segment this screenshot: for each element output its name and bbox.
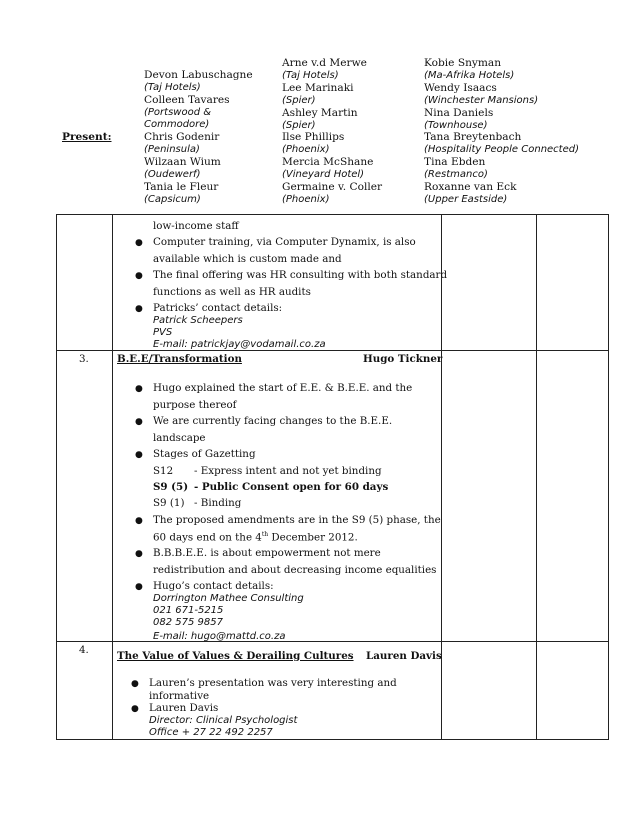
- bullet-icon: ●: [135, 516, 143, 526]
- table-row-divider: [56, 641, 609, 642]
- attendee-name: Roxanne van Eck: [424, 181, 517, 193]
- row-number: 4.: [79, 644, 89, 656]
- attendee-org: (Portswood &: [144, 107, 212, 118]
- row-text: low-income staff: [153, 220, 239, 232]
- row-text: Lauren’s presentation was very interesting and: [149, 677, 397, 689]
- attendee-name: Germaine v. Coller: [282, 181, 383, 193]
- attendee-name: Kobie Snyman: [424, 57, 502, 69]
- attendee-name: Wilzaan Wium: [144, 156, 221, 168]
- table-border-left: [56, 214, 57, 740]
- row-text: Computer training, via Computer Dynamix, is also: [153, 236, 416, 248]
- attendee-name: Lee Marinaki: [282, 82, 354, 94]
- table-border-top: [56, 214, 609, 215]
- attendee-org: (Capsicum): [144, 194, 201, 205]
- table-border-bottom: [56, 739, 609, 740]
- attendee-org: (Restmanco): [424, 169, 488, 180]
- attendee-org: Commodore): [144, 119, 210, 130]
- row-text: Patricks’ contact details:: [153, 302, 283, 314]
- attendee-name: Colleen Tavares: [144, 94, 230, 106]
- attendee-org: (Phoenix): [282, 144, 330, 155]
- attendee-name: Ashley Martin: [282, 107, 358, 119]
- stage-code: S12: [153, 465, 174, 477]
- table-row-divider: [56, 350, 609, 351]
- table-column-divider: [536, 214, 537, 740]
- attendee-name: Wendy Isaacs: [424, 82, 497, 94]
- stage-desc: - Public Consent open for 60 days: [194, 481, 389, 493]
- attendee-org: (Peninsula): [144, 144, 200, 155]
- row-text: B.B.B.E.E. is about empowerment not mere: [153, 547, 381, 559]
- row-title: B.E.E/Transformation: [117, 353, 242, 365]
- bullet-icon: ●: [135, 549, 143, 559]
- stage-code: S9 (5): [153, 481, 189, 493]
- stage-desc: - Express intent and not yet binding: [194, 465, 382, 477]
- bullet-icon: ●: [135, 238, 143, 248]
- row-text: The final offering was HR consulting with both standard: [153, 269, 448, 281]
- attendee-name: Mercia McShane: [282, 156, 374, 168]
- row-text: available which is custom made and: [153, 253, 342, 265]
- table-column-divider: [112, 214, 113, 740]
- contact-line: Office + 27 22 492 2257: [149, 727, 273, 738]
- attendee-name: Chris Godenir: [144, 131, 220, 143]
- row-text: functions as well as HR audits: [153, 286, 311, 298]
- contact-line: PVS: [153, 327, 173, 338]
- row-number: 3.: [79, 353, 89, 365]
- contact-line: E-mail: hugo@mattd.co.za: [153, 631, 286, 642]
- row-text: informative: [149, 690, 210, 702]
- contact-line: Dorrington Mathee Consulting: [153, 593, 304, 604]
- contact-line: Director: Clinical Psychologist: [149, 715, 298, 726]
- row-presenter: Lauren Davis: [366, 650, 442, 662]
- row-text: redistribution and about decreasing income equalities: [153, 564, 437, 576]
- attendee-org: (Taj Hotels): [144, 82, 201, 93]
- stage-desc: - Binding: [194, 497, 242, 509]
- row-text: Hugo’s contact details:: [153, 580, 274, 592]
- attendee-org: (Taj Hotels): [282, 70, 339, 81]
- present-label: Present:: [62, 131, 112, 143]
- attendee-name: Tania le Fleur: [144, 181, 219, 193]
- contact-line: 082 575 9857: [153, 617, 223, 628]
- attendee-name: Nina Daniels: [424, 107, 494, 119]
- row-text: purpose thereof: [153, 399, 237, 411]
- attendee-name: Tina Ebden: [424, 156, 486, 168]
- attendee-org: (Vineyard Hotel): [282, 169, 365, 180]
- bullet-icon: ●: [135, 384, 143, 394]
- bullet-icon: ●: [135, 450, 143, 460]
- attendee-org: (Ma-Afrika Hotels): [424, 70, 515, 81]
- row-text: Stages of Gazetting: [153, 448, 256, 460]
- row-text: 60 days end on the 4th December 2012.: [153, 531, 358, 544]
- row-text: We are currently facing changes to the B.E.E.: [153, 415, 393, 427]
- attendee-org: (Winchester Mansions): [424, 95, 539, 106]
- attendee-org: (Spier): [282, 95, 316, 106]
- contact-line: 021 671-5215: [153, 605, 224, 616]
- stage-code: S9 (1): [153, 497, 185, 509]
- attendee-name: Arne v.d Merwe: [282, 57, 367, 69]
- attendee-org: (Phoenix): [282, 194, 330, 205]
- bullet-icon: ●: [135, 271, 143, 281]
- bullet-icon: ●: [135, 582, 143, 592]
- attendee-org: (Oudewerf): [144, 169, 201, 180]
- contact-line: E-mail: patrickjay@vodamail.co.za: [153, 339, 326, 350]
- bullet-icon: ●: [131, 679, 139, 689]
- row-text: Lauren Davis: [149, 702, 219, 714]
- attendee-name: Devon Labuschagne: [144, 69, 253, 81]
- row-presenter: Hugo Tickner: [363, 353, 443, 365]
- attendee-org: (Upper Eastside): [424, 194, 508, 205]
- table-border-right: [608, 214, 609, 740]
- bullet-icon: ●: [135, 417, 143, 427]
- attendee-org: (Spier): [282, 120, 316, 131]
- contact-line: Patrick Scheepers: [153, 315, 243, 326]
- attendee-org: (Hospitality People Connected): [424, 144, 580, 155]
- row-text: The proposed amendments are in the S9 (5) phase, the: [153, 514, 441, 526]
- attendee-name: Ilse Phillips: [282, 131, 345, 143]
- row-text: landscape: [153, 432, 206, 444]
- attendee-org: (Townhouse): [424, 120, 488, 131]
- bullet-icon: ●: [131, 704, 139, 714]
- row-text: Hugo explained the start of E.E. & B.E.E. and the: [153, 382, 413, 394]
- bullet-icon: ●: [135, 304, 143, 314]
- row-title: The Value of Values & Derailing Cultures: [117, 650, 354, 662]
- attendee-name: Tana Breytenbach: [424, 131, 522, 143]
